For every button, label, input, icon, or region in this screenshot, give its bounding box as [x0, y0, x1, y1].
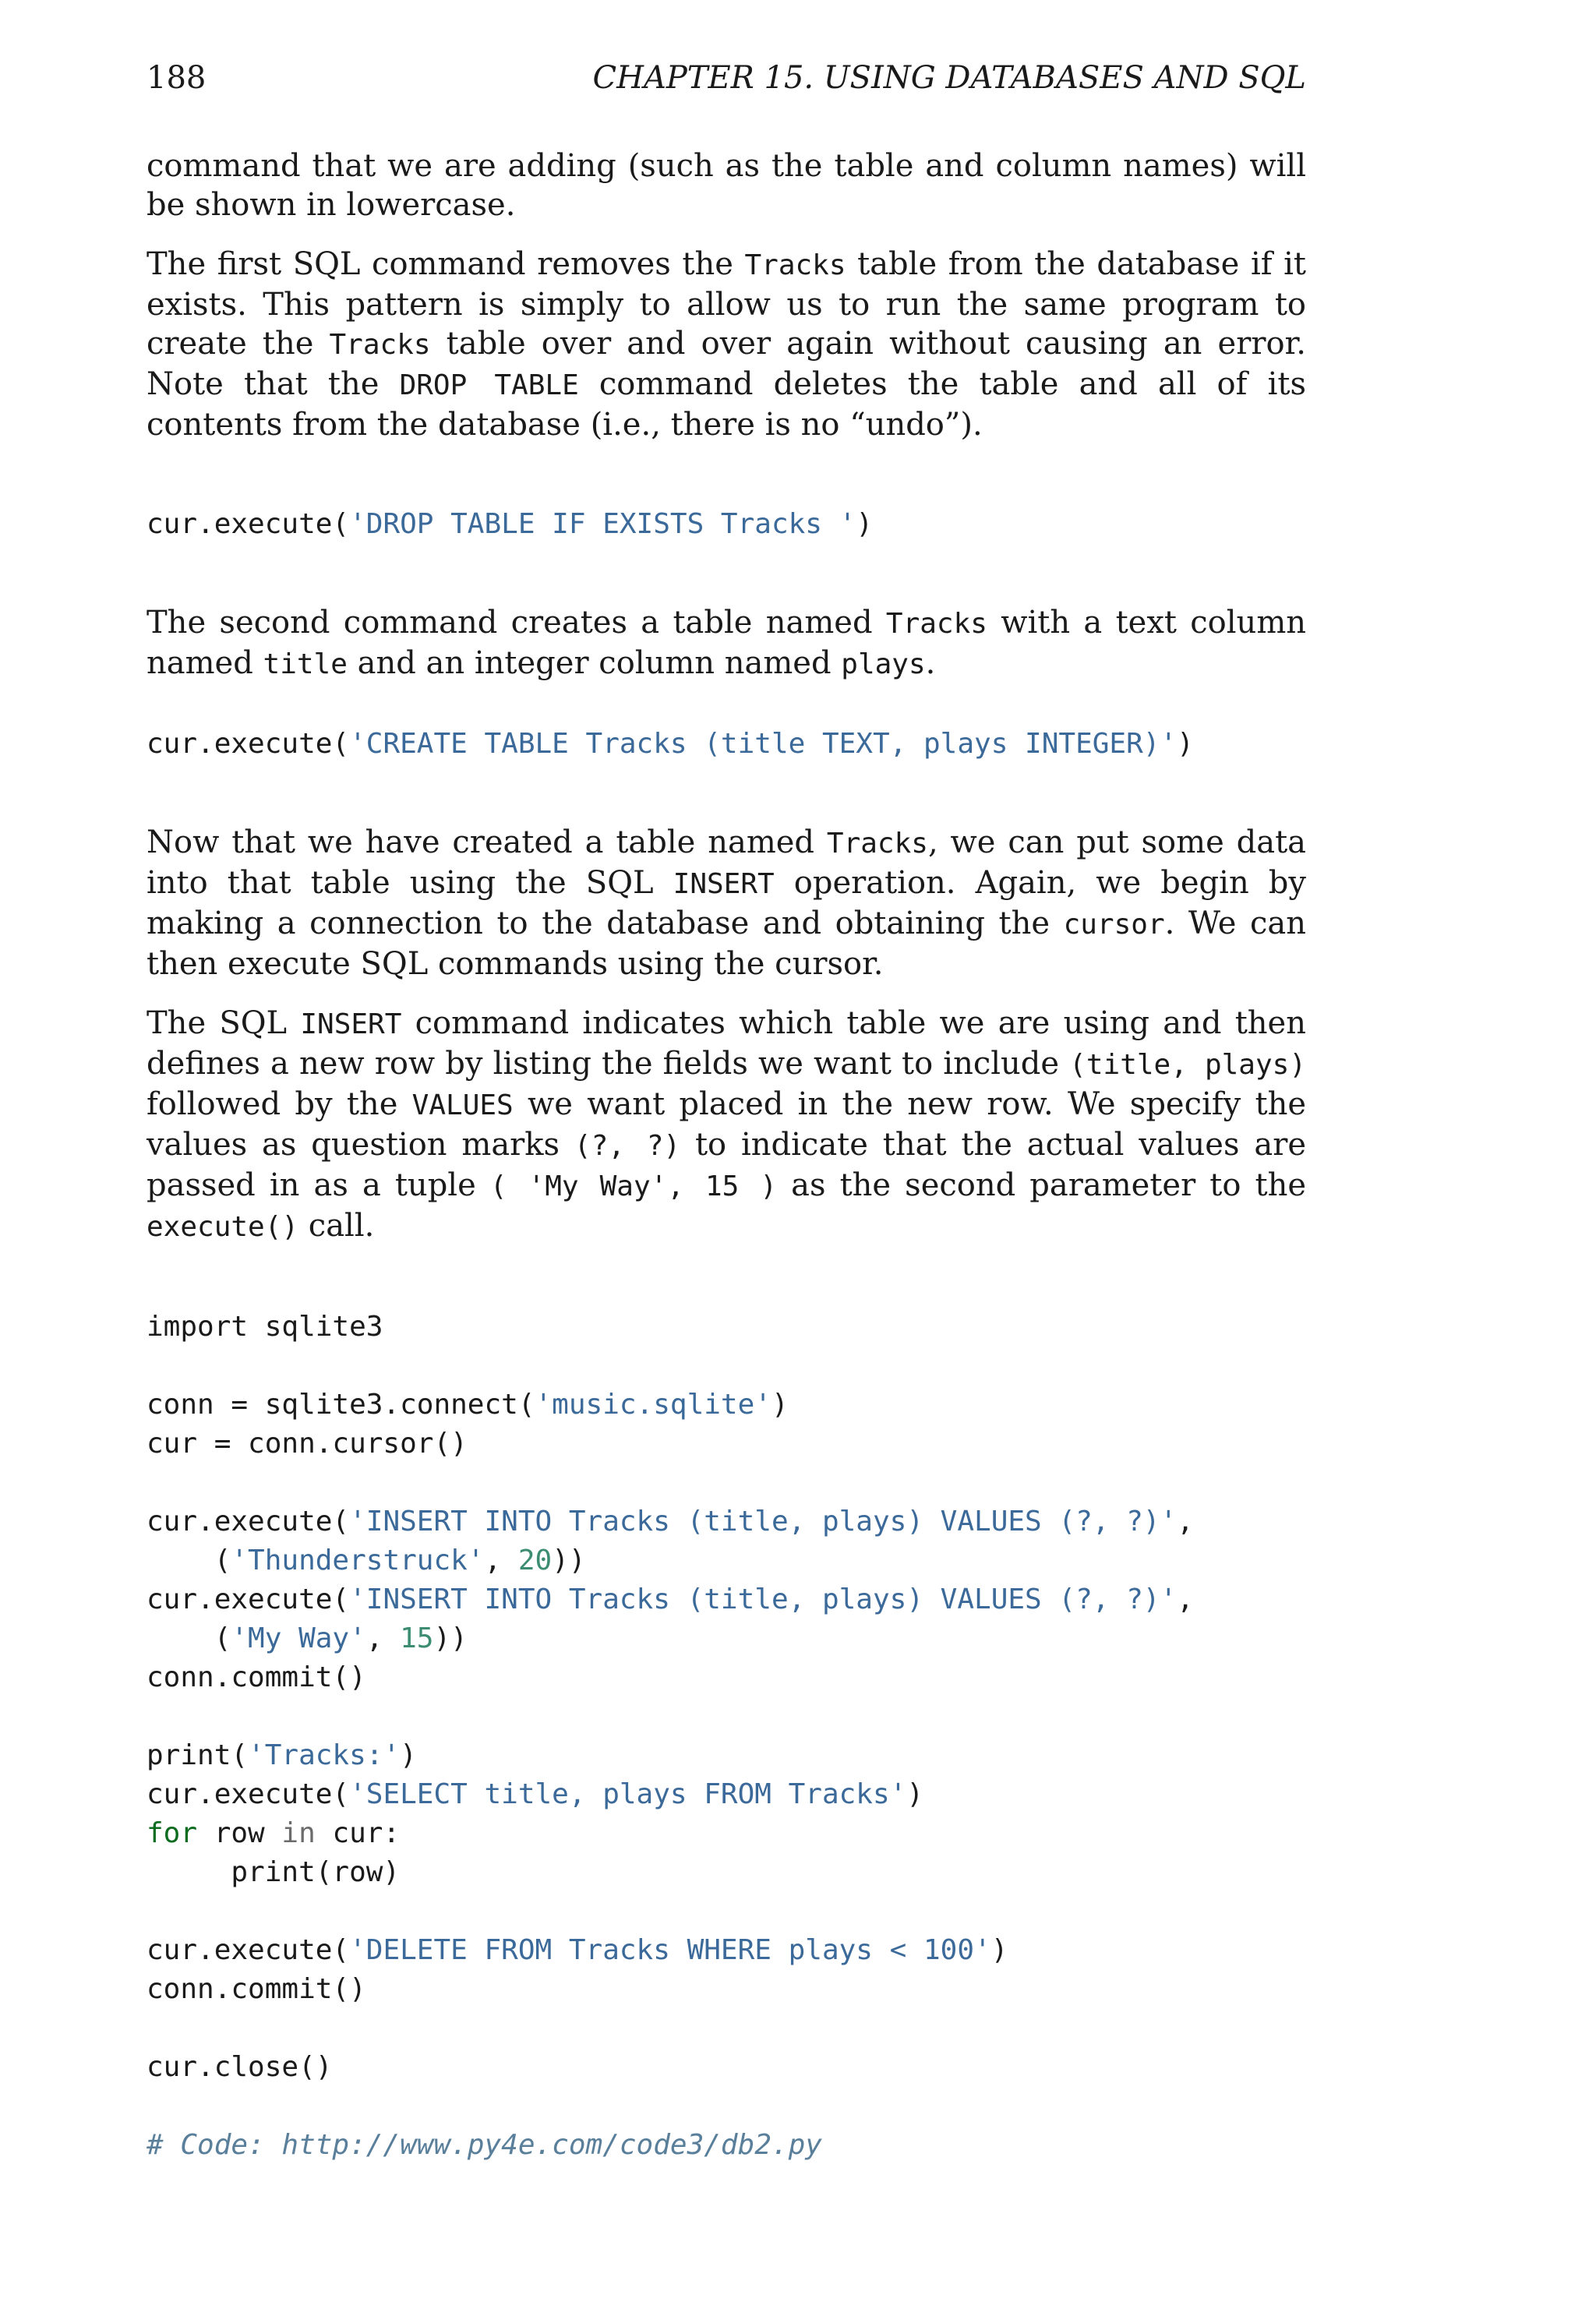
code-comment: # Code: http://www.py4e.com/code3/db2.py: [147, 2129, 822, 2161]
code-block-create: cur.execute('CREATE TABLE Tracks (title TEXT, plays INTEGER)'): [147, 728, 1194, 760]
inline-code: (title, plays): [1069, 1049, 1306, 1081]
page-header: [147, 55, 1306, 101]
inline-code: Tracks: [826, 828, 928, 860]
inline-code: VALUES: [411, 1089, 514, 1121]
inline-code: execute(): [147, 1211, 299, 1243]
inline-code: INSERT: [673, 868, 775, 900]
page-body: [147, 147, 1306, 2165]
inline-code: ( 'My Way', 15 ): [489, 1170, 778, 1202]
paragraph-create-table: The second command creates a table named Tracks with a text column named title and an integer column named plays.: [147, 605, 1307, 681]
paragraph-insert-intro: Now that we have created a table named Tracks, we can put some data into that table using the SQL INSERT operation. Again, we begin by making a connection to the database and obtaining the cursor. We can then execute SQL commands using the cursor.: [147, 824, 1306, 982]
inline-code: Tracks: [744, 249, 846, 281]
inline-code: (?, ?): [574, 1130, 681, 1162]
inline-code: INSERT: [300, 1008, 402, 1040]
inline-code: Tracks: [885, 608, 987, 640]
inline-code: DROP TABLE: [399, 369, 579, 401]
inline-code: title: [263, 648, 348, 680]
paragraph-continuation: command that we are adding (such as the table and column names) will be shown in lowercase.: [147, 148, 1306, 223]
inline-code: cursor: [1063, 909, 1165, 941]
inline-code: plays: [841, 648, 926, 680]
running-title: CHAPTER 15. USING DATABASES AND SQL: [592, 60, 1306, 96]
paragraph-drop-table: The first SQL command removes the Tracks table from the database if it exists. This pattern is simply to allow us to run the same program to create the Tracks table over and over again without causing an error. Note that the DROP TABLE command deletes the table and all of its contents from the database (i.e., there is no “undo”).: [147, 246, 1306, 443]
page-number: 188: [147, 60, 207, 96]
inline-code: Tracks: [329, 329, 431, 361]
code-block-drop: cur.execute('DROP TABLE IF EXISTS Tracks '): [147, 508, 873, 540]
paragraph-insert-detail: The SQL INSERT command indicates which table we are using and then defines a new row by listing the fields we want to include (title, plays) followed by the VALUES we want placed in the new row. We specify the values as question marks (?, ?) to indicate that the actual values are passed in as a tuple ( 'My Way', 15 ) as the second parameter to the execute() call.: [147, 1005, 1306, 1244]
code-block-program: import sqlite3 conn = sqlite3.connect('music.sqlite') cur = conn.cursor() cur.execute('INSERT INTO Tracks (title, plays) VALUES (?, ?)', ('Thunderstruck', 20)) cur.execute('INSERT INTO Tracks (title, plays) VALUES (?, ?)', ('My Way', 15)) conn.commit() print('Tracks:') cur.execute('SELECT title, plays FROM Tracks') for row in cur: print(row) cur.execute('DELETE FROM Tracks WHERE plays < 100') conn.commit() cur.close() # Code: http://www.py4e.com/code3/db2.py: [147, 1311, 1194, 2161]
